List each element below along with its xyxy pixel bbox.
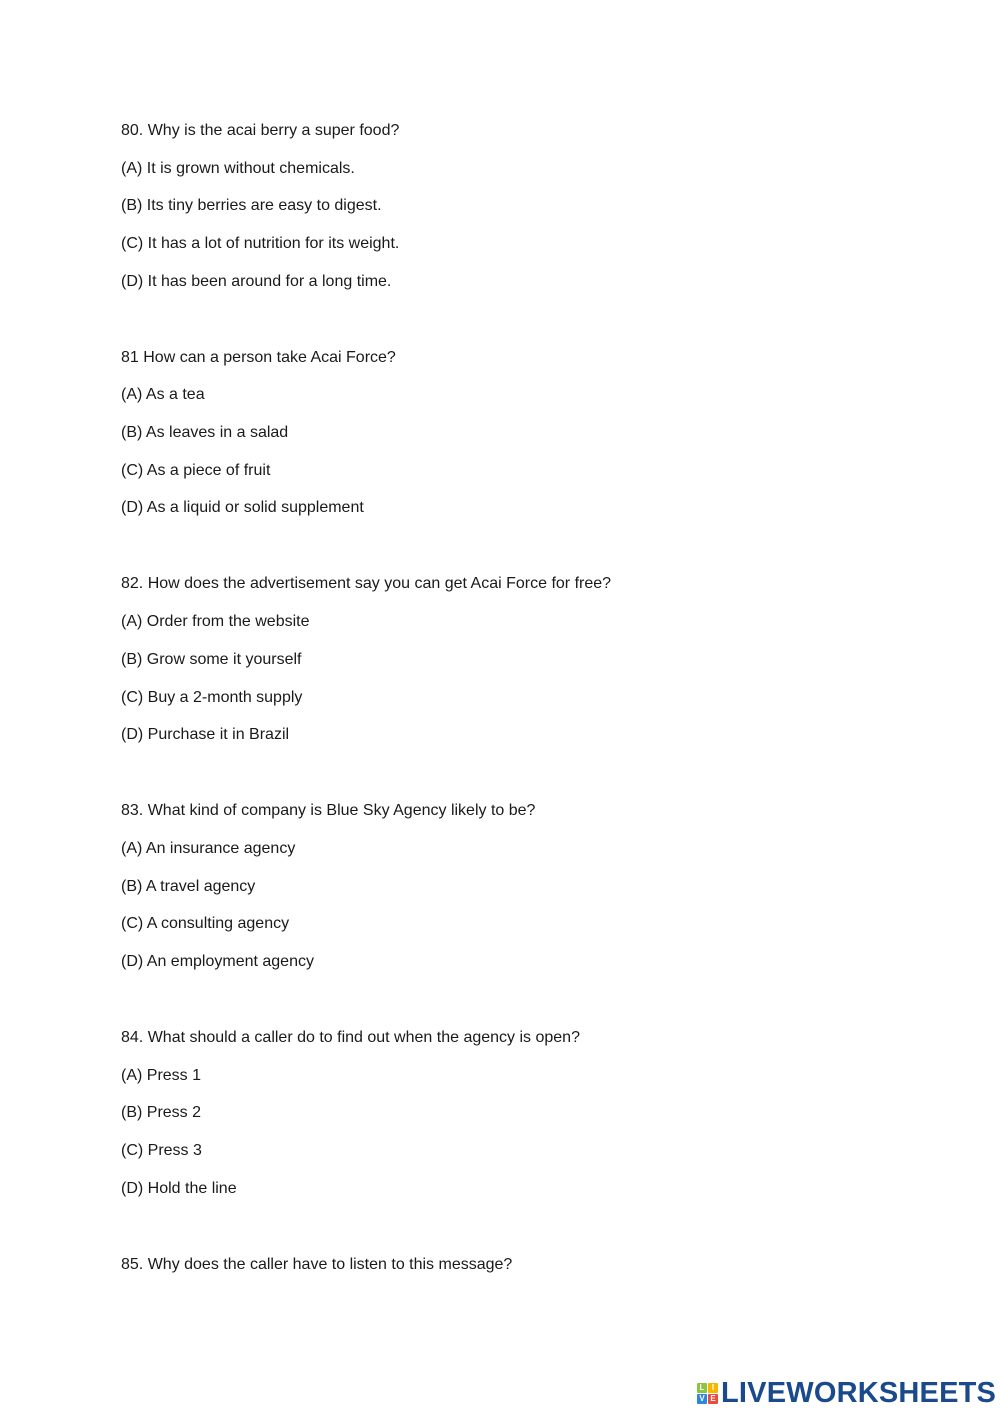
question-block	[121, 1019, 611, 1207]
answer-option: (C) A consulting agency	[121, 915, 290, 933]
answer-option: (D) An employment agency	[121, 952, 314, 970]
logo-tile: E	[708, 1394, 718, 1404]
logo-tiles-icon	[697, 1383, 718, 1404]
question-text: 81 How can a person take Acai Force?	[121, 348, 396, 366]
answer-option: (A) As a tea	[121, 386, 205, 404]
liveworksheets-logo	[697, 1377, 997, 1409]
answer-option: (B) Press 2	[121, 1104, 202, 1122]
answer-option: (D) Purchase it in Brazil	[121, 726, 290, 744]
logo-tile: I	[708, 1383, 718, 1393]
answer-option: (A) Order from the website	[121, 613, 310, 631]
answer-option: (C) Buy a 2-month supply	[121, 688, 303, 706]
question-text: 80. Why is the acai berry a super food?	[121, 122, 400, 139]
answer-option: (B) A travel agency	[121, 877, 256, 895]
question-text: 85. Why does the caller have to listen to this message?	[121, 1255, 513, 1273]
answer-option: (A) An insurance agency	[121, 839, 296, 857]
answer-option: (A) Press 1	[121, 1066, 202, 1084]
question-block	[121, 112, 611, 300]
answer-option: (C) As a piece of fruit	[121, 461, 271, 479]
answer-option: (B) As leaves in a salad	[121, 424, 289, 442]
question-block	[121, 339, 611, 527]
answer-option: (D) It has been around for a long time.	[121, 272, 392, 290]
logo-text: LIVEWORKSHEETS	[721, 1377, 997, 1409]
answer-option: (D) As a liquid or solid supplement	[121, 499, 364, 517]
question-text: 83. What kind of company is Blue Sky Agency likely to be?	[121, 802, 536, 820]
answer-option: (A) It is grown without chemicals.	[121, 159, 355, 177]
answer-option: (B) Grow some it yourself	[121, 650, 302, 668]
worksheet-questions	[121, 112, 611, 1322]
question-block	[121, 1246, 611, 1284]
question-block	[121, 565, 611, 753]
question-text: 84. What should a caller do to find out when the agency is open?	[121, 1028, 580, 1046]
logo-tile: V	[697, 1394, 707, 1404]
answer-option: (C) It has a lot of nutrition for its weight.	[121, 235, 400, 253]
answer-option: (D) Hold the line	[121, 1179, 237, 1197]
answer-option: (C) Press 3	[121, 1142, 202, 1159]
question-text: 82. How does the advertisement say you can get Acai Force for free?	[121, 575, 612, 593]
answer-option: (B) Its tiny berries are easy to digest.	[121, 197, 382, 215]
question-block	[121, 792, 611, 980]
logo-tile: L	[697, 1383, 707, 1393]
